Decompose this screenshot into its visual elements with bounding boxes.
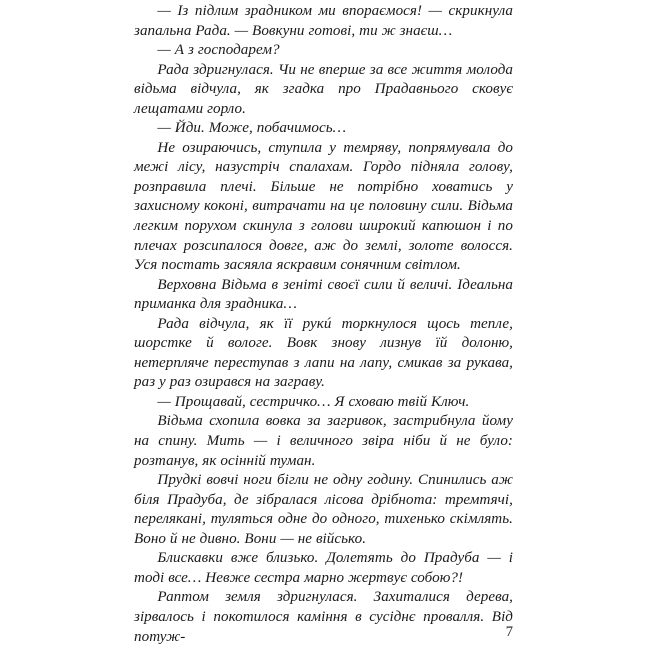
paragraph: — Із підлим зрадником ми впораємося! — скрикнула запальна Рада. — Вовкуни готові, ти ж знаєш… (134, 3, 513, 39)
page-text-column (134, 2, 513, 647)
paragraph: Верховна Відьма в зеніті своєї сили й величі. Ідеальна приманка для зрадника… (134, 276, 513, 313)
paragraph: Блискавки вже близько. Долетять до Прадуба — і тоді все… Невже сестра марно жертвує собою?! (134, 550, 513, 586)
page-number: 7 (505, 624, 513, 640)
paragraph: — Прощавай, сестричко… Я сховаю твій Ключ. (157, 393, 470, 410)
paragraph: Прудкі вовчі ноги бігли не одну годину. Спинились аж біля Прадуба, де зібралася лісова дрібнота: тремтячі, перелякані, туляться одне до одного, тихенько скімлять. Воно й не дивно. Вони — не військо. (134, 472, 513, 547)
paragraph: Не озираючись, ступила у темряву, попрямувала до межі лісу, назустріч спалахам. Гордо підняла голову, розправила плечі. Більше не потрібно ховатись у захисному коконі, витрачати на це половину сили. Відьма легким порухом скинула з голови широкий капюшон і по плечах розсипалося довге, аж до землі, золоте волосся. Уся постать засяяла яскравим сонячним світлом. (134, 139, 513, 274)
paragraph: — А з господарем? (157, 42, 280, 59)
paragraph: Раптом земля здригнулася. Захиталися дерева, зірвалось і покотилося каміння в сусіднє провалля. Від потуж- (134, 589, 513, 645)
paragraph: Рада відчула, як її рукú торкнулося щось тепле, шорстке й вологе. Вовк знову лизнув їй долоню, нетерпляче переступав з лапи на лапу, смикав за рукава, раз у раз озирався на заграву. (134, 315, 513, 391)
paragraph: — Йди. Може, побачимось… (157, 120, 347, 137)
paragraph: Рада здригнулася. Чи не вперше за все життя молода відьма відчула, як згадка про Прадавнього сковує лещатами горло. (134, 61, 513, 117)
paragraph: Відьма схопила вовка за загривок, застрибнула йому на спину. Мить — і величного звіра ніби й не було: розтанув, як осінній туман. (134, 413, 513, 469)
